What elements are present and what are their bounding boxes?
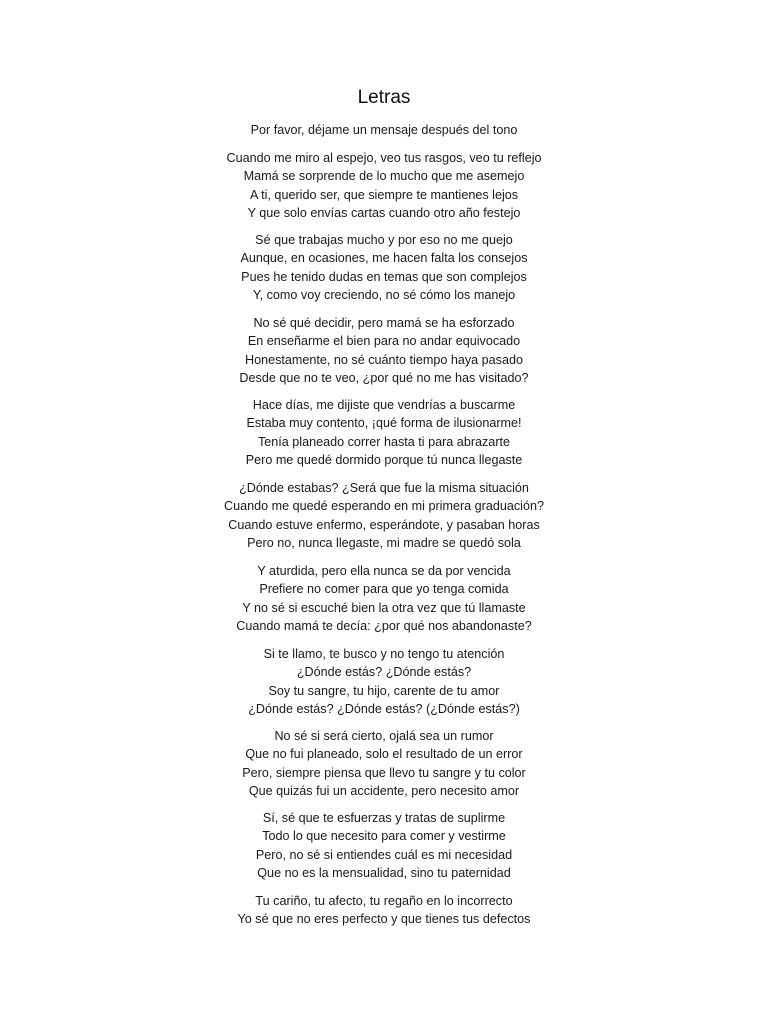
lyric-line: Mamá se sorprende de lo mucho que me asemejo (243, 169, 525, 184)
lyric-line: Que no es la mensualidad, sino tu paternidad (257, 865, 511, 880)
lyric-line: Sí, sé que te esfuerzas y tratas de suplirme (262, 811, 506, 825)
lyric-line: Honestamente, no sé cuánto tiempo haya pasado (245, 352, 523, 367)
lyric-line: Por favor, déjame un mensaje después del tono (250, 123, 518, 137)
lyric-line: Pero me quedé dormido porque tú nunca llegaste (245, 452, 523, 467)
lyric-line: Cuando me miro al espejo, veo tus rasgos, veo tu reflejo (226, 151, 542, 165)
stanza (0, 809, 768, 882)
lyric-line: Que quizás fui un accidente, pero necesito amor (248, 783, 520, 798)
stanza (0, 314, 768, 387)
lyric-line: Y no sé si escuché bien la otra vez que tú llamaste (242, 600, 526, 615)
stanza (0, 562, 768, 635)
lyric-line: Tenía planeado correr hasta ti para abrazarte (257, 434, 511, 449)
stanza (0, 149, 768, 222)
lyric-line: Soy tu sangre, tu hijo, carente de tu amor (268, 683, 500, 698)
lyric-line: Pues he tenido dudas en temas que son complejos (241, 269, 527, 284)
lyric-line: Prefiere no comer para que yo tenga comida (259, 582, 509, 597)
lyric-line: Y aturdida, pero ella nunca se da por vencida (257, 564, 511, 578)
lyric-line: Y que solo envías cartas cuando otro año festejo (247, 205, 521, 220)
stanza (0, 231, 768, 304)
lyric-line: Cuando mamá te decía: ¿por qué nos abandonaste? (236, 618, 532, 633)
lyric-line: Aunque, en ocasiones, me hacen falta los consejos (240, 251, 528, 266)
lyric-line: Y, como voy creciendo, no sé cómo los manejo (252, 287, 516, 302)
stanza (0, 645, 768, 718)
stanza (0, 479, 768, 552)
lyric-line: Desde que no te veo, ¿por qué no me has visitado? (239, 370, 529, 385)
lyric-line: Pero no, nunca llegaste, mi madre se quedó sola (247, 535, 521, 550)
stanza (0, 727, 768, 800)
lyric-line: Pero, no sé si entiendes cuál es mi necesidad (255, 847, 513, 862)
lyric-line: ¿Dónde estás? ¿Dónde estás? (296, 665, 472, 680)
page-title: Letras (357, 87, 411, 108)
lyric-line: Cuando estuve enfermo, esperándote, y pasaban horas (228, 517, 540, 532)
lyric-line: En enseñarme el bien para no andar equivocado (247, 334, 521, 349)
lyric-line: Que no fui planeado, solo el resultado de un error (245, 747, 523, 762)
stanza (0, 892, 768, 929)
stanza (0, 396, 768, 469)
lyric-line: Estaba muy contento, ¡qué forma de ilusionarme! (246, 416, 522, 431)
lyric-line: Sé que trabajas mucho y por eso no me quejo (255, 233, 513, 247)
lyric-line: Yo sé que no eres perfecto y que tienes tus defectos (237, 912, 531, 927)
stanza (0, 121, 768, 139)
lyric-line: ¿Dónde estás? ¿Dónde estás? (¿Dónde estás?) (248, 701, 520, 716)
lyric-line: Si te llamo, te busco y no tengo tu atención (263, 647, 505, 661)
lyric-line: Todo lo que necesito para comer y vestirme (262, 829, 506, 844)
lyric-line: No sé qué decidir, pero mamá se ha esforzado (253, 316, 515, 330)
lyric-line: Tu cariño, tu afecto, tu regaño en lo incorrecto (255, 894, 513, 908)
lyric-line: No sé si será cierto, ojalá sea un rumor (274, 729, 494, 743)
lyric-line: Cuando me quedé esperando en mi primera graduación? (224, 499, 544, 514)
lyric-line: Hace días, me dijiste que vendrías a buscarme (252, 398, 516, 412)
lyric-line: ¿Dónde estabas? ¿Será que fue la misma situación (239, 481, 529, 495)
lyric-line: Pero, siempre piensa que llevo tu sangre y tu color (242, 765, 526, 780)
lyric-line: A ti, querido ser, que siempre te mantienes lejos (249, 187, 519, 202)
